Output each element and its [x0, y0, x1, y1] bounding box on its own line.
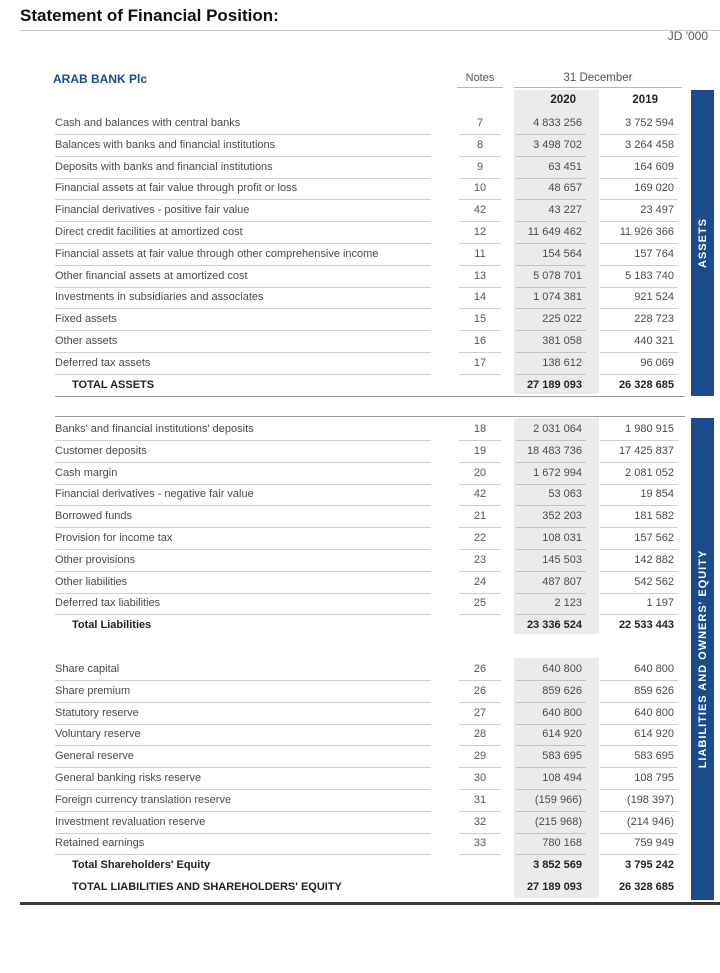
value-2020: 381 058 [542, 335, 582, 347]
value-2019: (214 946) [626, 815, 674, 828]
value-2020: 48 657 [548, 182, 582, 195]
equity-row [0, 812, 720, 834]
row-label: Investments in subsidiaries and associates [55, 291, 264, 304]
asset-row [0, 287, 720, 309]
row-label: Investment revaluation reserve [55, 815, 206, 828]
row-note: 29 [473, 750, 487, 763]
value-2020: 1 074 381 [533, 291, 582, 304]
asset-row [0, 266, 720, 288]
value-2020: (215 968) [534, 815, 582, 828]
value-2019: 3 795 242 [625, 859, 674, 872]
liability-row [0, 463, 720, 485]
asset-row [0, 331, 720, 353]
asset-row [0, 353, 720, 375]
value-2019: 181 582 [634, 510, 674, 523]
asset-row [0, 113, 720, 135]
asset-row [0, 244, 720, 266]
value-2019: 640 800 [634, 706, 674, 719]
value-2019: 3 752 594 [625, 117, 674, 129]
liability-row [0, 550, 720, 572]
row-label: Provision for income tax [55, 532, 173, 544]
row-note: 24 [473, 575, 487, 588]
value-2020: 4 833 256 [533, 117, 582, 129]
liability-row [0, 484, 720, 506]
page-title: Statement of Financial Position: [20, 6, 279, 25]
row-note: 22 [473, 532, 487, 544]
liability-row [0, 506, 720, 528]
total-equity-row [0, 855, 720, 877]
asset-row [0, 178, 720, 200]
row-note: 12 [473, 226, 487, 238]
value-2019: 759 949 [634, 837, 674, 850]
value-2019: 23 497 [640, 204, 674, 217]
row-note: 26 [473, 684, 487, 697]
value-2020: 614 920 [542, 728, 582, 741]
row-note: 16 [473, 335, 487, 347]
row-label: Foreign currency translation reserve [55, 793, 232, 806]
row-note: 13 [473, 269, 487, 282]
row-note: 27 [473, 706, 487, 719]
row-label: Statutory reserve [55, 706, 139, 719]
value-2020: 43 227 [548, 204, 582, 217]
notes-column-header: Notes [465, 72, 495, 84]
bank-name: ARAB BANK Plc [53, 72, 148, 86]
value-2019: 22 533 443 [618, 619, 674, 632]
value-2020: 27 189 093 [526, 881, 582, 893]
value-2020: 108 494 [542, 772, 582, 784]
row-label: General reserve [55, 750, 134, 763]
row-label: Share capital [55, 663, 120, 675]
period-header: 31 December [563, 72, 633, 84]
value-2020: 2 031 064 [533, 423, 582, 435]
value-2019: 440 321 [634, 335, 674, 347]
equity-row [0, 746, 720, 768]
row-label: TOTAL LIABILITIES AND SHAREHOLDERS' EQUITY [72, 881, 342, 893]
value-2020: 3 498 702 [533, 138, 582, 151]
liabilities-side-label: LIABILITIES AND OWNERS' EQUITY [696, 549, 709, 769]
row-label: Total Shareholders' Equity [72, 859, 211, 872]
row-note: 25 [473, 597, 487, 610]
value-2020: 138 612 [542, 356, 582, 369]
value-2020: (159 966) [534, 793, 582, 806]
value-2020: 640 800 [542, 663, 582, 675]
value-2020: 11 649 462 [527, 226, 582, 238]
row-label: Retained earnings [55, 837, 145, 850]
liabilities-section-top-rule [55, 416, 685, 417]
liability-row [0, 419, 720, 441]
bottom-rule [20, 902, 720, 905]
value-2020: 352 203 [542, 510, 582, 523]
value-2020: 1 672 994 [533, 466, 582, 479]
row-label: Fixed assets [55, 313, 117, 326]
row-label: Financial assets at fair value through other comprehensive income [55, 247, 379, 260]
value-2020: 640 800 [542, 706, 582, 719]
row-note: 21 [473, 510, 487, 523]
row-label: Other assets [55, 335, 118, 347]
row-label: Share premium [55, 684, 131, 697]
row-note: 31 [473, 793, 487, 806]
row-label: Borrowed funds [55, 510, 133, 523]
total-liabilities-equity-row [0, 877, 720, 899]
value-2019: 859 626 [634, 684, 674, 697]
value-2019: 1 980 915 [625, 423, 674, 435]
row-note: 19 [473, 444, 487, 457]
assets-side-label: ASSETS [696, 217, 709, 269]
value-2020: 225 022 [542, 313, 582, 326]
equity-row [0, 768, 720, 790]
row-note: 23 [473, 553, 487, 566]
value-2019: 542 562 [634, 575, 674, 588]
value-2020: 27 189 093 [526, 378, 582, 391]
value-2019: (198 397) [626, 793, 674, 806]
value-2019: 11 926 366 [619, 226, 674, 238]
value-2020: 859 626 [542, 684, 582, 697]
row-note: 8 [476, 138, 484, 151]
row-label: Voluntary reserve [55, 728, 141, 741]
row-note: 30 [473, 772, 487, 784]
value-2020: 18 483 736 [526, 444, 582, 457]
row-label: Cash and balances with central banks [55, 117, 241, 129]
value-2020: 108 031 [542, 532, 582, 544]
row-note: 32 [473, 815, 487, 828]
value-2019: 26 328 685 [618, 378, 674, 391]
row-note: 42 [473, 204, 487, 217]
title-rule [20, 30, 720, 31]
asset-row [0, 222, 720, 244]
value-2019: 157 764 [634, 247, 674, 260]
value-2019: 108 795 [634, 772, 674, 784]
value-2020: 3 852 569 [533, 859, 582, 872]
equity-row [0, 790, 720, 812]
value-2019: 3 264 458 [625, 138, 674, 151]
value-2020: 487 807 [542, 575, 582, 588]
value-2020: 145 503 [542, 553, 582, 566]
row-label: Deferred tax liabilities [55, 597, 161, 610]
row-note: 17 [473, 356, 487, 369]
value-2020: 583 695 [542, 750, 582, 763]
value-2019: 2 081 052 [625, 466, 674, 479]
year-2019-header: 2019 [632, 94, 658, 106]
asset-row [0, 135, 720, 157]
row-note: 9 [476, 160, 484, 173]
row-label: Financial derivatives - positive fair value [55, 204, 250, 217]
asset-row [0, 157, 720, 179]
total-liabilities-row [0, 615, 720, 637]
year-2020-header: 2020 [550, 94, 576, 106]
liability-row [0, 441, 720, 463]
row-note: 15 [473, 313, 487, 326]
value-2020: 53 063 [548, 488, 582, 501]
value-2019: 1 197 [646, 597, 674, 610]
value-2019: 17 425 837 [618, 444, 674, 457]
row-label: Deposits with banks and financial institutions [55, 160, 273, 173]
row-label: Cash margin [55, 466, 118, 479]
value-2020: 154 564 [542, 247, 582, 260]
row-note: 14 [473, 291, 487, 304]
value-2019: 169 020 [634, 182, 674, 195]
liability-row [0, 593, 720, 615]
equity-row [0, 703, 720, 725]
value-2020: 5 078 701 [533, 269, 582, 282]
liability-row [0, 528, 720, 550]
row-label: Financial assets at fair value through profit or loss [55, 182, 298, 195]
liability-row [0, 572, 720, 594]
row-note: 20 [473, 466, 487, 479]
row-label: Deferred tax assets [55, 356, 151, 369]
row-note: 28 [473, 728, 487, 741]
equity-row [0, 724, 720, 746]
row-note: 10 [473, 182, 487, 195]
value-2019: 157 562 [634, 532, 674, 544]
value-2019: 921 524 [634, 291, 674, 304]
row-label: Other liabilities [55, 575, 128, 588]
equity-row [0, 833, 720, 855]
value-2020: 2 123 [554, 597, 582, 610]
row-label: General banking risks reserve [55, 772, 202, 784]
value-2019: 142 882 [634, 553, 674, 566]
equity-row [0, 659, 720, 681]
total-assets-row [0, 375, 720, 397]
row-note: 26 [473, 663, 487, 675]
currency-label: JD '000 [667, 29, 708, 43]
value-2020: 23 336 524 [526, 619, 582, 632]
period-header-rule [514, 87, 682, 88]
value-2019: 96 069 [640, 356, 674, 369]
row-note: 18 [473, 423, 487, 435]
asset-row [0, 200, 720, 222]
value-2019: 164 609 [634, 160, 674, 173]
value-2019: 640 800 [634, 663, 674, 675]
row-note: 7 [476, 117, 484, 129]
row-label: Financial derivatives - negative fair value [55, 488, 254, 501]
value-2019: 228 723 [634, 313, 674, 326]
row-label: Banks' and financial institutions' deposits [55, 423, 254, 435]
row-note: 33 [473, 837, 487, 850]
value-2019: 614 920 [634, 728, 674, 741]
row-label: Balances with banks and financial institutions [55, 138, 276, 151]
row-label: Customer deposits [55, 444, 147, 457]
row-note: 42 [473, 488, 487, 501]
row-label: Other provisions [55, 553, 136, 566]
asset-row [0, 309, 720, 331]
value-2020: 63 451 [548, 160, 582, 173]
row-label: TOTAL ASSETS [72, 378, 155, 391]
equity-row [0, 681, 720, 703]
value-2019: 19 854 [640, 488, 674, 501]
value-2020: 780 168 [542, 837, 582, 850]
value-2019: 26 328 685 [618, 881, 674, 893]
value-2019: 5 183 740 [625, 269, 674, 282]
assets-section-rule [55, 396, 685, 397]
row-note: 11 [474, 247, 486, 260]
row-label: Total Liabilities [72, 619, 152, 632]
value-2019: 583 695 [634, 750, 674, 763]
notes-header-rule [457, 87, 503, 88]
row-label: Other financial assets at amortized cost [55, 269, 248, 282]
row-label: Direct credit facilities at amortized cost [55, 226, 243, 238]
